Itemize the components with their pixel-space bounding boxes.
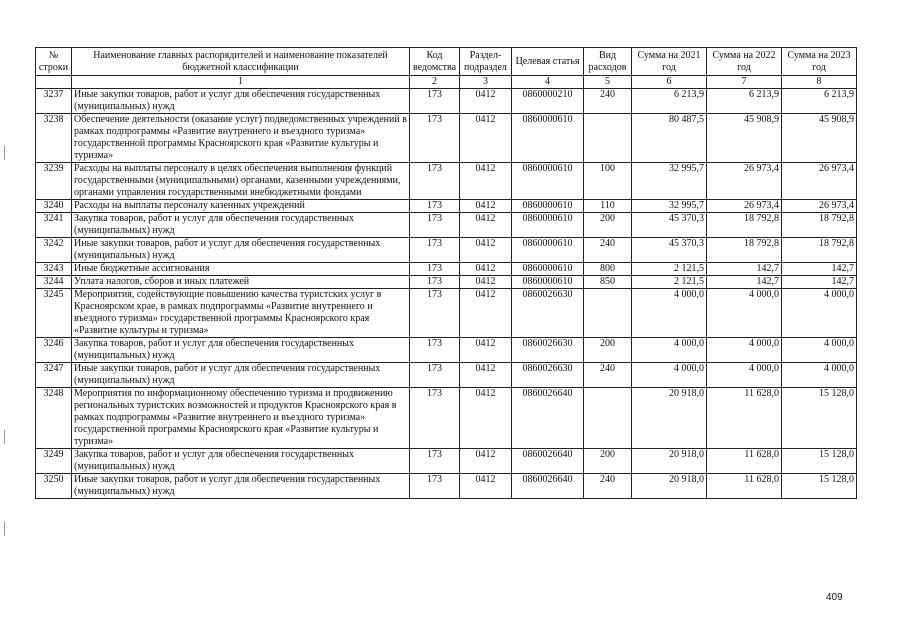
row-number: 3250 <box>36 474 72 499</box>
header-cell: Сумма на 2021 год <box>632 48 707 76</box>
table-row <box>36 449 857 474</box>
column-index-row <box>36 76 857 89</box>
row-number: 3237 <box>36 89 72 114</box>
header-cell: № строки <box>36 48 72 76</box>
row-sum-2021: 4 000,0 <box>632 338 707 363</box>
row-number: 3239 <box>36 163 72 200</box>
row-target-article: 0860026640 <box>512 474 584 499</box>
table-body <box>36 89 857 499</box>
table-row <box>36 338 857 363</box>
row-number: 3241 <box>36 213 72 238</box>
row-sum-2021: 20 918,0 <box>632 449 707 474</box>
row-name: Иные закупки товаров, работ и услуг для обеспечения государственных (муниципальных) нужд <box>72 238 410 263</box>
header-cell: Сумма на 2023 год <box>782 48 857 76</box>
row-dept-code: 173 <box>410 474 460 499</box>
row-expense-kind: 240 <box>584 363 632 388</box>
header-cell: Вид расходов <box>584 48 632 76</box>
row-section-code: 0412 <box>460 163 512 200</box>
table-row <box>36 89 857 114</box>
row-sum-2022: 26 973,4 <box>707 163 782 200</box>
table-row <box>36 238 857 263</box>
table-row <box>36 289 857 338</box>
row-expense-kind: 110 <box>584 200 632 213</box>
budget-table <box>35 47 857 499</box>
row-number: 3240 <box>36 200 72 213</box>
index-cell: 3 <box>460 76 512 89</box>
row-dept-code: 173 <box>410 388 460 449</box>
row-sum-2023: 15 128,0 <box>782 388 857 449</box>
row-section-code: 0412 <box>460 474 512 499</box>
table-row <box>36 363 857 388</box>
table-row <box>36 163 857 200</box>
row-sum-2022: 4 000,0 <box>707 363 782 388</box>
row-number: 3243 <box>36 263 72 276</box>
row-target-article: 0860000610 <box>512 276 584 289</box>
index-cell: 5 <box>584 76 632 89</box>
row-expense-kind: 240 <box>584 238 632 263</box>
row-sum-2021: 20 918,0 <box>632 474 707 499</box>
row-sum-2023: 15 128,0 <box>782 474 857 499</box>
index-cell: 4 <box>512 76 584 89</box>
index-cell: 7 <box>707 76 782 89</box>
row-expense-kind: 800 <box>584 263 632 276</box>
row-target-article: 0860000610 <box>512 200 584 213</box>
row-name: Иные бюджетные ассигнования <box>72 263 410 276</box>
budget-sheet <box>35 47 857 499</box>
row-sum-2023: 4 000,0 <box>782 338 857 363</box>
row-sum-2022: 18 792,8 <box>707 213 782 238</box>
row-number: 3244 <box>36 276 72 289</box>
row-sum-2022: 11 628,0 <box>707 388 782 449</box>
table-row <box>36 276 857 289</box>
row-dept-code: 173 <box>410 163 460 200</box>
row-expense-kind: 100 <box>584 163 632 200</box>
row-name: Уплата налогов, сборов и иных платежей <box>72 276 410 289</box>
row-name: Закупка товаров, работ и услуг для обеспечения государственных (муниципальных) нужд <box>72 449 410 474</box>
row-sum-2022: 142,7 <box>707 263 782 276</box>
row-target-article: 0860026640 <box>512 449 584 474</box>
row-number: 3238 <box>36 114 72 163</box>
row-dept-code: 173 <box>410 89 460 114</box>
header-cell: Сумма на 2022 год <box>707 48 782 76</box>
row-dept-code: 173 <box>410 276 460 289</box>
row-dept-code: 173 <box>410 363 460 388</box>
row-sum-2022: 11 628,0 <box>707 449 782 474</box>
row-sum-2022: 4 000,0 <box>707 289 782 338</box>
scan-artifact <box>4 430 5 444</box>
header-cell: Наименование главных распорядителей и наименование показателей бюджетной классификации <box>72 48 410 76</box>
row-number: 3245 <box>36 289 72 338</box>
row-number: 3247 <box>36 363 72 388</box>
index-cell: 6 <box>632 76 707 89</box>
row-name: Закупка товаров, работ и услуг для обеспечения государственных (муниципальных) нужд <box>72 338 410 363</box>
table-row <box>36 474 857 499</box>
scan-artifact <box>4 522 5 536</box>
page-number: 409 <box>826 592 843 603</box>
row-sum-2021: 20 918,0 <box>632 388 707 449</box>
row-dept-code: 173 <box>410 238 460 263</box>
row-dept-code: 173 <box>410 289 460 338</box>
row-sum-2021: 2 121,5 <box>632 276 707 289</box>
row-section-code: 0412 <box>460 388 512 449</box>
row-expense-kind: 200 <box>584 338 632 363</box>
row-name: Иные закупки товаров, работ и услуг для обеспечения государственных (муниципальных) нужд <box>72 89 410 114</box>
row-target-article: 0860026640 <box>512 388 584 449</box>
row-dept-code: 173 <box>410 449 460 474</box>
row-target-article: 0860000610 <box>512 114 584 163</box>
row-expense-kind <box>584 388 632 449</box>
row-target-article: 0860000610 <box>512 263 584 276</box>
row-name: Расходы на выплаты персоналу в целях обеспечения выполнения функций государственными (муниципальными) органами, казенными учреждениями, органами управления государственными внебюджетными фондами <box>72 163 410 200</box>
row-target-article: 0860000610 <box>512 163 584 200</box>
row-expense-kind: 240 <box>584 474 632 499</box>
header-cell: Код ведомства <box>410 48 460 76</box>
row-name: Мероприятия, содействующие повышению качества туристских услуг в Красноярском крае, в рамках подпрограммы «Развитие внутреннего и въездного туризма» государственной программы Красноярского края «Развитие культуры и туризма» <box>72 289 410 338</box>
row-sum-2021: 32 995,7 <box>632 200 707 213</box>
row-section-code: 0412 <box>460 276 512 289</box>
row-name: Иные закупки товаров, работ и услуг для обеспечения государственных (муниципальных) нужд <box>72 363 410 388</box>
row-dept-code: 173 <box>410 114 460 163</box>
row-sum-2022: 11 628,0 <box>707 474 782 499</box>
row-sum-2021: 4 000,0 <box>632 363 707 388</box>
row-sum-2022: 4 000,0 <box>707 338 782 363</box>
row-sum-2023: 26 973,4 <box>782 163 857 200</box>
row-target-article: 0860000610 <box>512 238 584 263</box>
row-section-code: 0412 <box>460 363 512 388</box>
row-sum-2021: 6 213,9 <box>632 89 707 114</box>
row-name: Расходы на выплаты персоналу казенных учреждений <box>72 200 410 213</box>
row-expense-kind <box>584 289 632 338</box>
row-sum-2021: 32 995,7 <box>632 163 707 200</box>
scan-artifact <box>4 146 5 160</box>
row-dept-code: 173 <box>410 200 460 213</box>
row-section-code: 0412 <box>460 114 512 163</box>
row-section-code: 0412 <box>460 200 512 213</box>
index-cell: 1 <box>72 76 410 89</box>
row-sum-2023: 18 792,8 <box>782 238 857 263</box>
row-target-article: 0860026630 <box>512 289 584 338</box>
row-sum-2023: 15 128,0 <box>782 449 857 474</box>
row-sum-2021: 80 487,5 <box>632 114 707 163</box>
row-target-article: 0860000210 <box>512 89 584 114</box>
row-sum-2021: 4 000,0 <box>632 289 707 338</box>
row-sum-2022: 6 213,9 <box>707 89 782 114</box>
row-section-code: 0412 <box>460 213 512 238</box>
table-row <box>36 213 857 238</box>
row-sum-2023: 142,7 <box>782 276 857 289</box>
table-row <box>36 263 857 276</box>
row-target-article: 0860000610 <box>512 213 584 238</box>
row-number: 3248 <box>36 388 72 449</box>
table-row <box>36 388 857 449</box>
row-target-article: 0860026630 <box>512 338 584 363</box>
row-sum-2023: 142,7 <box>782 263 857 276</box>
row-name: Обеспечение деятельности (оказание услуг) подведомственных учреждений в рамках подпрограммы «Развитие внутреннего и въездного туризма» государственной программы Красноярского края «Развитие культуры и туризма» <box>72 114 410 163</box>
row-name: Закупка товаров, работ и услуг для обеспечения государственных (муниципальных) нужд <box>72 213 410 238</box>
row-sum-2023: 18 792,8 <box>782 213 857 238</box>
row-sum-2021: 45 370,3 <box>632 238 707 263</box>
row-section-code: 0412 <box>460 338 512 363</box>
row-sum-2023: 4 000,0 <box>782 363 857 388</box>
row-number: 3249 <box>36 449 72 474</box>
row-dept-code: 173 <box>410 263 460 276</box>
row-section-code: 0412 <box>460 449 512 474</box>
row-number: 3246 <box>36 338 72 363</box>
row-section-code: 0412 <box>460 89 512 114</box>
row-expense-kind: 200 <box>584 213 632 238</box>
index-cell: 8 <box>782 76 857 89</box>
table-row <box>36 114 857 163</box>
header-cell: Целевая статья <box>512 48 584 76</box>
row-expense-kind: 850 <box>584 276 632 289</box>
row-sum-2021: 45 370,3 <box>632 213 707 238</box>
row-sum-2023: 4 000,0 <box>782 289 857 338</box>
row-number: 3242 <box>36 238 72 263</box>
header-row <box>36 48 857 76</box>
row-target-article: 0860026630 <box>512 363 584 388</box>
row-section-code: 0412 <box>460 263 512 276</box>
row-name: Иные закупки товаров, работ и услуг для обеспечения государственных (муниципальных) нужд <box>72 474 410 499</box>
row-sum-2022: 142,7 <box>707 276 782 289</box>
row-name: Мероприятия по информационному обеспечению туризма и продвижению региональных туристских возможностей и продуктов Красноярского края в рамках подпрограммы «Развитие внутреннего и въездного туризма» государственной программы Красноярского края «Развитие культуры и туризма» <box>72 388 410 449</box>
row-sum-2023: 45 908,9 <box>782 114 857 163</box>
row-dept-code: 173 <box>410 338 460 363</box>
index-cell: 2 <box>410 76 460 89</box>
index-cell <box>36 76 72 89</box>
row-section-code: 0412 <box>460 238 512 263</box>
row-sum-2023: 6 213,9 <box>782 89 857 114</box>
row-expense-kind: 240 <box>584 89 632 114</box>
header-cell: Раздел-подраздел <box>460 48 512 76</box>
row-sum-2023: 26 973,4 <box>782 200 857 213</box>
row-section-code: 0412 <box>460 289 512 338</box>
row-dept-code: 173 <box>410 213 460 238</box>
row-sum-2022: 18 792,8 <box>707 238 782 263</box>
row-sum-2022: 45 908,9 <box>707 114 782 163</box>
row-expense-kind <box>584 114 632 163</box>
row-sum-2021: 2 121,5 <box>632 263 707 276</box>
row-sum-2022: 26 973,4 <box>707 200 782 213</box>
row-expense-kind: 200 <box>584 449 632 474</box>
table-row <box>36 200 857 213</box>
